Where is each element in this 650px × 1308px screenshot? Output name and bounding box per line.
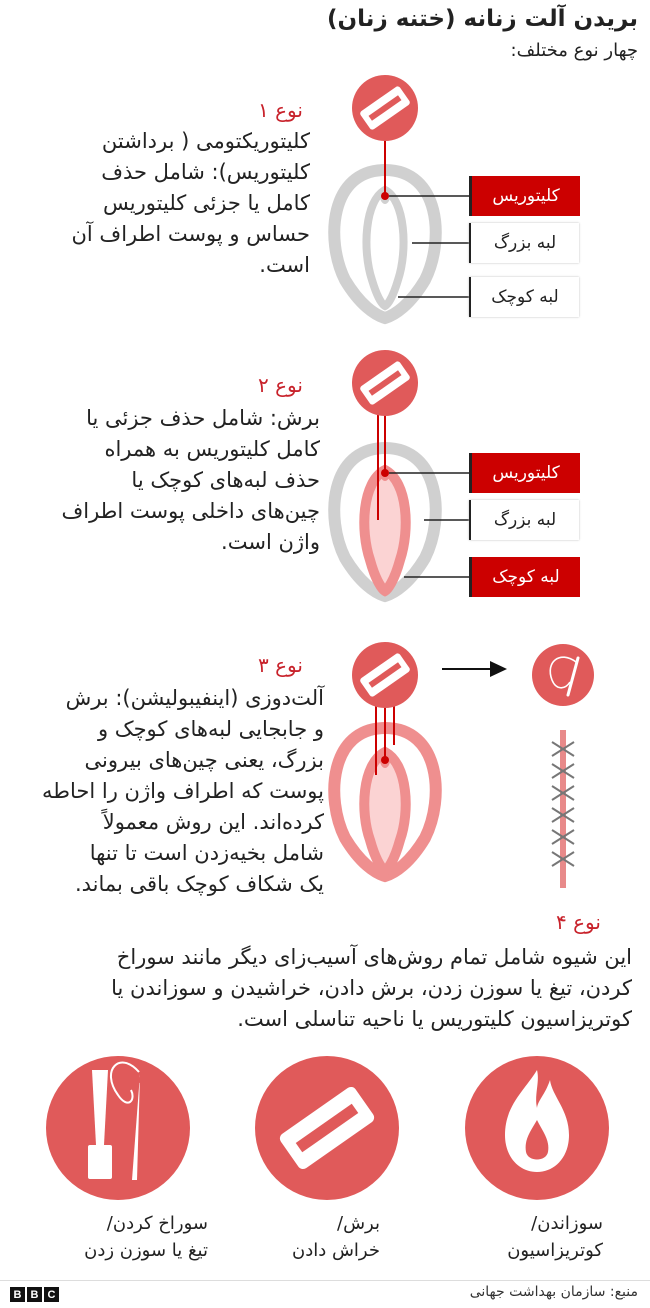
burning-caption	[468, 1210, 603, 1264]
text-line: کرده‌اند. این روش معمولاً	[102, 810, 324, 834]
caption-line: خراش دادن	[291, 1240, 380, 1261]
labia-majora-tag-type-2: لبه بزرگ	[469, 500, 579, 540]
text-line: بزرگ، یعنی چین‌های بیرونی	[84, 748, 324, 772]
caption-line: کوتریزاسیون	[507, 1240, 603, 1261]
bbc-logo	[10, 1287, 59, 1302]
page-title: بریدن آلت زنانه (ختنه زنان)	[327, 6, 638, 32]
text-line: کوتریزاسیون کلیتوریس یا ناحیه تناسلی است.	[237, 1007, 632, 1031]
type-1-diagram	[334, 75, 469, 318]
type-3-label: نوع ۳	[258, 653, 303, 677]
clitoris-tag-type-2: کلیتوریس	[469, 453, 580, 493]
bbc-logo-letter: B	[10, 1287, 25, 1302]
text-line: این شیوه شامل تمام روش‌های آسیب‌زای دیگر مانند سوراخ	[116, 945, 632, 969]
labia-majora-tag-type-1: لبه بزرگ	[469, 223, 579, 263]
burning-icon-group	[465, 1056, 609, 1200]
stitched-closure	[552, 730, 574, 888]
text-line: یک شکاف کوچک باقی بماند.	[74, 872, 324, 896]
piercing-icon-group	[46, 1056, 190, 1200]
caption-line: سوراخ کردن/	[106, 1213, 208, 1234]
text-line: برش: شامل حذف جزئی یا	[86, 406, 320, 430]
text-line: کلیتوریس): شامل حذف	[101, 160, 310, 184]
labia-minora-tag-type-1: لبه کوچک	[469, 277, 579, 317]
type-3-diagram	[334, 642, 594, 888]
cutting-caption	[255, 1210, 380, 1264]
text-line: حذف لبه‌های کوچک یا	[131, 468, 320, 492]
caption-line: برش/	[337, 1213, 380, 1234]
type-4-label: نوع ۴	[556, 910, 601, 934]
type-2-diagram	[334, 350, 469, 596]
bbc-logo-letter: C	[44, 1287, 59, 1302]
labia-minora-tag-type-2: لبه کوچک	[469, 557, 580, 597]
type-3-needle-circle	[532, 644, 594, 706]
clitoris-tag-type-1: کلیتوریس	[469, 176, 580, 216]
page-subtitle: چهار نوع مختلف:	[510, 40, 638, 61]
type-2-label: نوع ۲	[258, 373, 303, 397]
source-credit: منبع: سازمان بهداشت جهانی	[469, 1284, 638, 1300]
text-line: و جابجایی لبه‌های کوچک و	[97, 717, 324, 741]
text-line: کردن، تیغ یا سوزن زدن، برش دادن، خراشیدن و سوزاندن یا	[111, 976, 632, 1000]
arrow-right-icon	[490, 661, 507, 677]
text-line: است.	[259, 253, 310, 277]
text-line: کامل یا جزئی کلیتوریس	[103, 191, 310, 215]
footer-divider	[0, 1280, 650, 1281]
text-line: پوست که اطراف واژن را احاطه	[42, 779, 324, 803]
bbc-logo-letter: B	[27, 1287, 42, 1302]
piercing-caption	[38, 1210, 208, 1264]
text-line: کلیتوریکتومی ( برداشتن	[101, 129, 310, 153]
cutting-icon-group	[255, 1056, 399, 1200]
type-1-label: نوع ۱	[258, 98, 303, 122]
caption-line: سوزاندن/	[531, 1213, 603, 1234]
text-line: شامل بخیه‌زدن است تا تنها	[89, 841, 324, 865]
text-line: چین‌های داخلی پوست اطراف	[61, 499, 320, 523]
text-line: کامل کلیتوریس به همراه	[104, 437, 320, 461]
text-line: آلت‌دوزی (اینفیبولیشن): برش	[65, 686, 324, 710]
text-line: حساس و پوست اطراف آن	[71, 222, 310, 246]
caption-line: تیغ یا سوزن زدن	[84, 1240, 208, 1261]
text-line: واژن است.	[221, 530, 320, 554]
